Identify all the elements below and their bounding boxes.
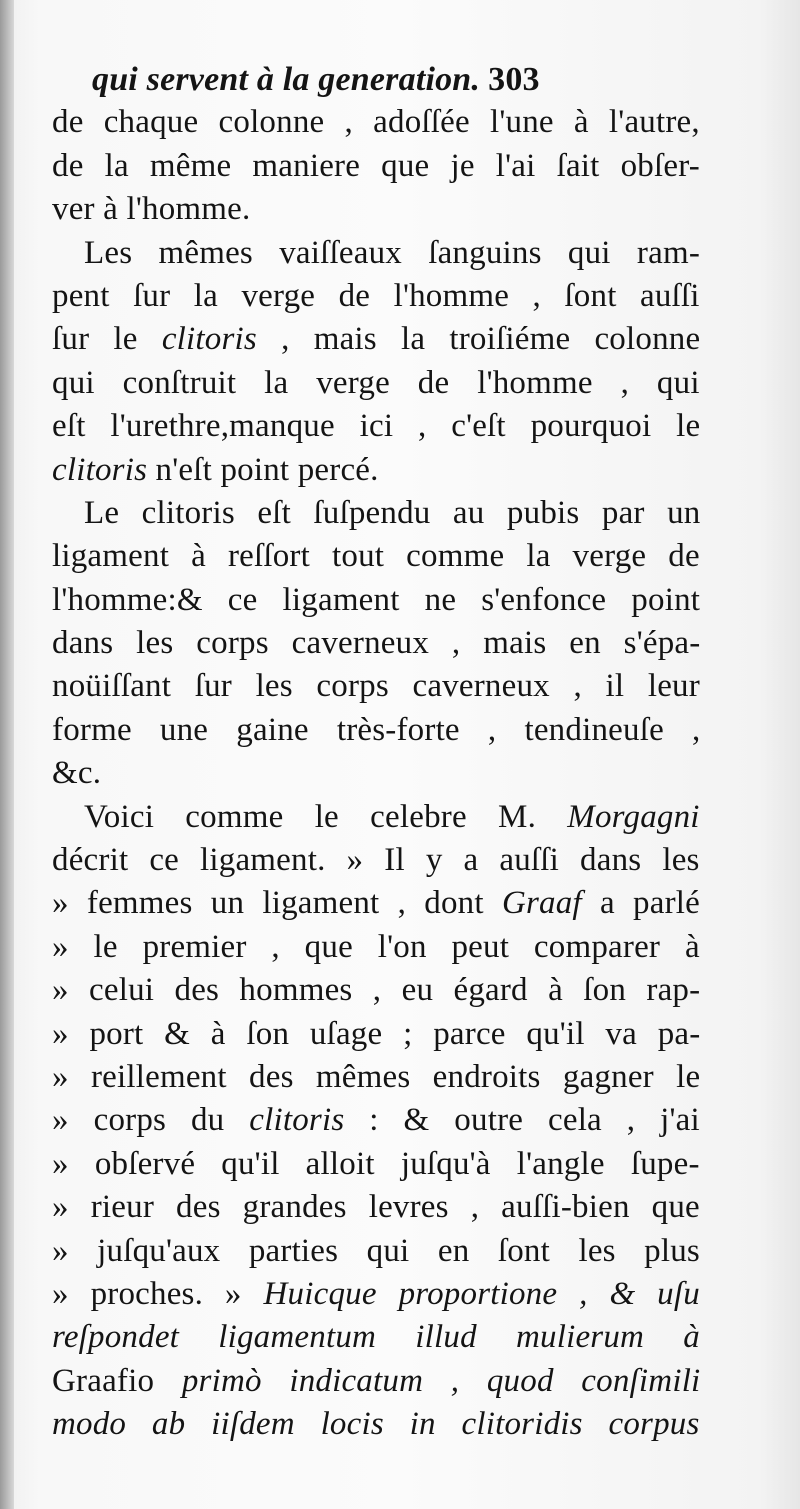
text-line <box>52 535 700 578</box>
text-run: » obſervé qu'il alloit juſqu'à l'angle ſupe- <box>52 1145 700 1182</box>
text-run: » femmes un ligament , dont <box>52 885 502 922</box>
text-run: l'homme:& ce ligament ne s'enfonce point <box>52 581 701 618</box>
text-line <box>52 1230 700 1273</box>
text-run: » corps du <box>52 1102 250 1139</box>
text-run: : & outre cela , j'ai <box>344 1102 700 1139</box>
text-line <box>52 492 700 535</box>
text-run: de la même maniere que je l'ai ſait obſer- <box>52 147 700 184</box>
text-line <box>52 752 700 795</box>
text-run: n'eſt point percé. <box>147 451 379 488</box>
text-line <box>52 1360 700 1403</box>
text-run: pent ſur la verge de l'homme , ſont auſſi <box>52 277 700 314</box>
page-text <box>52 58 700 1447</box>
page-number: 303 <box>488 61 540 98</box>
text-run: eſt l'urethre,manque ici , c'eſt pourquoi le <box>52 408 701 445</box>
text-line <box>52 318 700 361</box>
text-run: Graafio <box>52 1362 182 1399</box>
text-run: de chaque colonne , adoſſée l'une à l'autre, <box>52 104 700 141</box>
text-run: » le premier , que l'on peut comparer à <box>52 928 700 965</box>
body-text <box>52 101 700 1446</box>
italic-run: Graaf <box>501 885 582 922</box>
text-line <box>52 405 700 448</box>
text-run: ligament à reſſort tout comme la verge de <box>52 538 700 575</box>
text-line <box>52 1403 700 1446</box>
text-line <box>52 145 700 188</box>
text-line <box>52 1056 700 1099</box>
italic-run: reſpondet ligamentum illud mulierum à <box>52 1319 700 1356</box>
text-line <box>52 362 700 405</box>
text-run: » celui des hommes , eu égard à ſon rap- <box>52 972 701 1009</box>
text-run: » juſqu'aux parties qui en ſont les plus <box>52 1232 700 1269</box>
text-run: » port & à ſon uſage ; parce qu'il va pa- <box>52 1015 701 1052</box>
text-line <box>52 275 700 318</box>
text-line <box>52 449 700 492</box>
text-line <box>52 796 700 839</box>
italic-run: Morgagni <box>567 798 700 835</box>
text-line <box>52 969 700 1012</box>
text-line <box>52 709 700 752</box>
text-line <box>52 101 700 144</box>
italic-run: modo ab iiſdem locis in clitoridis corpus <box>52 1406 700 1443</box>
text-run: » reillement des mêmes endroits gagner le <box>52 1058 701 1095</box>
text-run: noüiſſant ſur les corps caverneux , il leur <box>52 668 700 705</box>
running-head <box>52 58 700 101</box>
text-line <box>52 1273 700 1316</box>
text-line <box>52 1316 700 1359</box>
text-line <box>52 1013 700 1056</box>
text-line <box>52 232 700 275</box>
italic-run: clitoris <box>161 321 257 358</box>
text-run: &c. <box>52 755 102 792</box>
text-run: ver à l'homme. <box>52 191 251 228</box>
text-line <box>52 188 700 231</box>
text-line <box>52 1099 700 1142</box>
text-run: décrit ce ligament. » Il y a auſſi dans les <box>52 842 700 879</box>
text-run: , mais la troiſiéme colonne <box>256 321 701 358</box>
text-run: a parlé <box>581 885 700 922</box>
text-run: forme une gaine très-forte , tendineuſe , <box>52 711 701 748</box>
text-run: Le clitoris eſt ſuſpendu au pubis par un <box>84 494 701 531</box>
text-line <box>52 1143 700 1186</box>
text-run: dans les corps caverneux , mais en s'épa- <box>52 625 701 662</box>
text-line <box>52 1186 700 1229</box>
text-run: » rieur des grandes levres , auſſi-bien que <box>52 1189 700 1226</box>
page-gutter-shadow <box>0 0 14 1509</box>
italic-run: primò indicatum , quod conſimili <box>181 1362 701 1399</box>
italic-run: clitoris <box>249 1102 345 1139</box>
text-run: ſur le <box>52 321 162 358</box>
text-run: qui conſtruit la verge de l'homme , qui <box>52 364 700 401</box>
text-run: Les mêmes vaiſſeaux ſanguins qui ram- <box>84 234 701 271</box>
running-head-title: qui servent à la generation. <box>92 61 481 98</box>
italic-run: Huicque proportione , & uſu <box>263 1275 700 1312</box>
text-line <box>52 926 700 969</box>
text-line <box>52 882 700 925</box>
text-line <box>52 579 700 622</box>
text-run: Voici comme le celebre M. <box>84 798 568 835</box>
text-run: » proches. » <box>52 1275 264 1312</box>
text-line <box>52 622 700 665</box>
text-line <box>52 839 700 882</box>
text-line <box>52 665 700 708</box>
italic-run: clitoris <box>52 451 148 488</box>
